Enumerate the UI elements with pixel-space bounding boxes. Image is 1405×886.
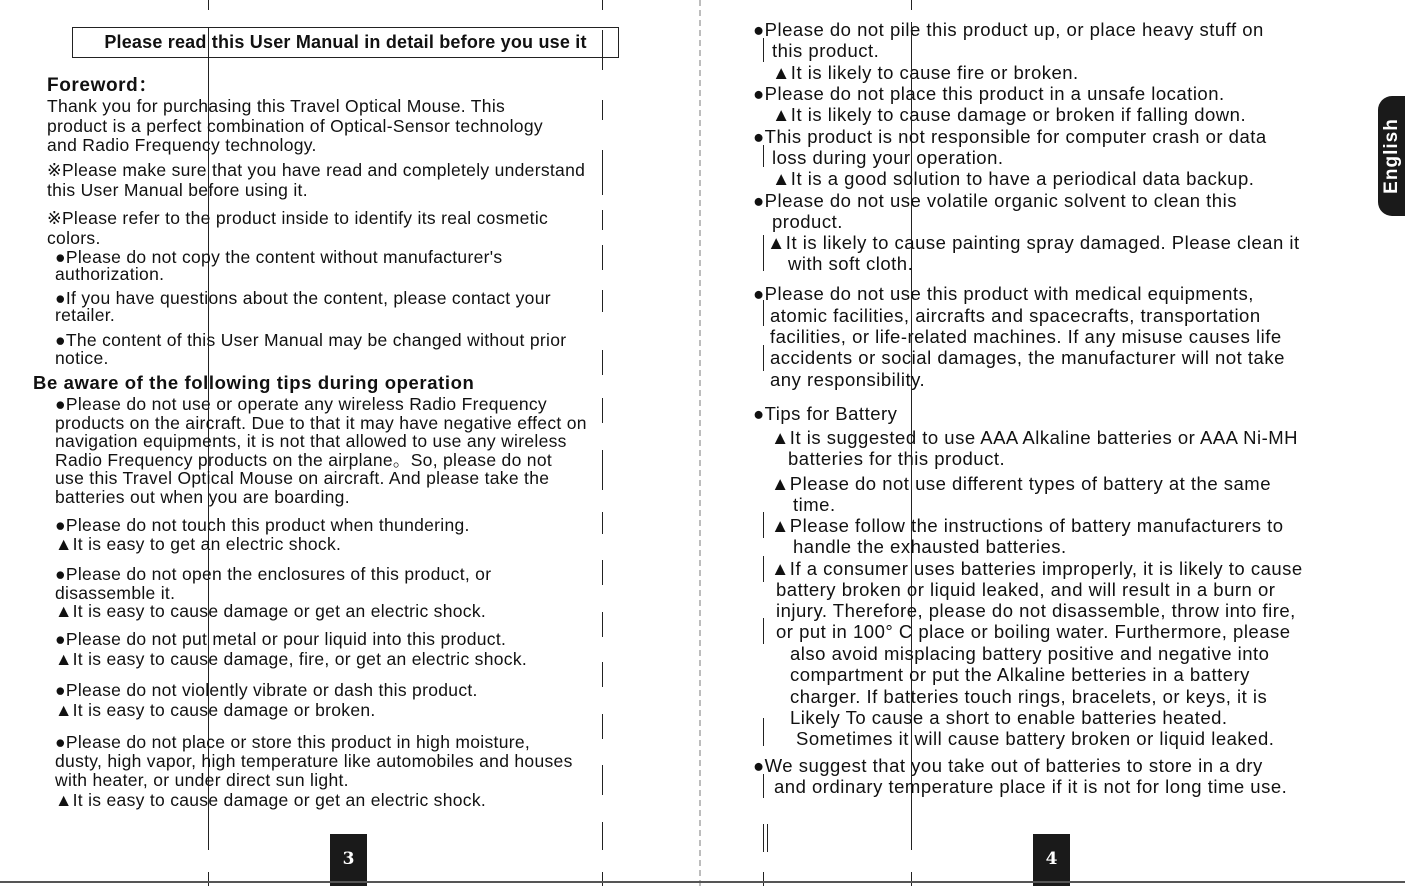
tip-item: ●Please do not violently vibrate or dash this product. ▲It is easy to cause damage or broken. xyxy=(55,680,478,720)
tip-item: ●Please do not open the enclosures of this product, or disassemble it. ▲It is easy to cause damage or get an electric shock. xyxy=(55,564,492,622)
guide-mark xyxy=(602,512,603,534)
bottom-edge-rule xyxy=(0,881,1405,883)
guide-mark xyxy=(602,822,603,850)
guide-mark xyxy=(602,398,603,423)
text-line: ●This product is not responsible for computer crash or data xyxy=(753,126,1267,147)
text-line: battery broken or liquid leaked, and will result in a burn or xyxy=(776,579,1276,600)
text-line: facilities, or life-related machines. If any misuse causes life xyxy=(770,326,1282,347)
guide-mark xyxy=(602,290,603,312)
text-line: ▲It is likely to cause fire or broken. xyxy=(772,62,1079,83)
guide-mark xyxy=(602,210,603,230)
left-page xyxy=(0,0,699,886)
text-line: loss during your operation. xyxy=(772,147,1004,168)
guide-mark xyxy=(602,765,603,795)
text-line: handle the exhausted batteries. xyxy=(793,536,1067,557)
guide-mark xyxy=(602,612,603,637)
guide-mark xyxy=(602,350,603,375)
guide-mark xyxy=(602,662,603,687)
guide-mark xyxy=(763,774,764,798)
guide-mark xyxy=(602,872,603,886)
text-line: injury. Therefore, please do not disassemble, throw into fire, xyxy=(776,600,1296,621)
text-line: batteries for this product. xyxy=(788,448,1006,469)
tip-item: ●Please do not place or store this product in high moisture, dusty, high vapor, high temperature like automobiles and houses with heater, or under direct sun light. ▲It is easy to cause damage or get an electric shock. xyxy=(55,732,573,810)
guide-mark xyxy=(763,824,764,852)
right-page xyxy=(701,0,1405,886)
guide-mark xyxy=(911,872,912,886)
text-line: charger. If batteries touch rings, bracelets, or keys, it is xyxy=(790,686,1268,707)
guide-mark xyxy=(763,145,764,167)
foreword-heading: Foreword： xyxy=(47,75,158,96)
tips-heading: Be aware of the following tips during operation xyxy=(33,372,475,393)
text-line: ●We suggest that you take out of batteries to store in a dry xyxy=(753,755,1263,776)
text-line: any responsibility. xyxy=(770,369,926,390)
note-item: ●Please do not copy the content without manufacturer's authorization. xyxy=(55,247,503,284)
text-line: compartment or put the Alkaline betteries in a battery xyxy=(790,664,1250,685)
guide-mark xyxy=(763,235,764,271)
text-line: atomic facilities, aircrafts and spacecrafts, transportation xyxy=(770,305,1261,326)
text-line: ▲Please follow the instructions of battery manufacturers to xyxy=(771,515,1284,536)
guide-mark xyxy=(763,512,764,538)
text-line: ●Please do not use volatile organic solvent to clean this xyxy=(753,190,1237,211)
language-tab-label: English xyxy=(1380,118,1402,194)
note-item: ※Please refer to the product inside to identify its real cosmetic colors. xyxy=(47,208,549,248)
text-line: time. xyxy=(793,494,836,515)
text-line: ▲It is a good solution to have a periodical data backup. xyxy=(772,168,1255,189)
text-line: accidents or social damages, the manufacturer will not take xyxy=(770,347,1285,368)
text-line: ●Please do not pile this product up, or place heavy stuff on xyxy=(753,19,1264,40)
text-line: Sometimes it will cause battery broken or liquid leaked. xyxy=(796,728,1275,749)
foreword-text: Thank you for purchasing this Travel Optical Mouse. This product is a perfect combination of Optical-Sensor technology and Radio Frequency technology. xyxy=(47,96,543,155)
guide-mark xyxy=(763,38,764,62)
guide-mark xyxy=(763,718,764,746)
text-line: ▲It is suggested to use AAA Alkaline batteries or AAA Ni-MH xyxy=(771,427,1299,448)
guide-mark xyxy=(763,345,764,371)
tip-item: ●Please do not touch this product when thundering. ▲It is easy to get an electric shock. xyxy=(55,515,470,554)
read-manual-notice: Please read this User Manual in detail before you use it xyxy=(72,27,619,58)
text-line: ●Please do not place this product in a unsafe location. xyxy=(753,83,1225,104)
text-line: with soft cloth. xyxy=(788,253,914,274)
text-line: ▲If a consumer uses batteries improperly, it is likely to cause xyxy=(771,558,1303,579)
text-line: this product. xyxy=(772,40,880,61)
guide-mark xyxy=(602,150,603,195)
tip-item: ●Please do not use or operate any wireless Radio Frequency products on the aircraft. Due to that it may have negative effect on navigation equipments, it is not that allowed to use any wireless Radio Frequency products on the airplane。So, please do not use this Travel Optical Mouse on aircraft. And please take the batteries out when you are boarding. xyxy=(55,394,587,507)
guide-mark xyxy=(602,100,603,120)
guide-mark xyxy=(763,556,764,582)
text-line: ●Tips for Battery xyxy=(753,403,898,424)
guide-mark xyxy=(911,0,912,10)
guide-mark xyxy=(208,0,209,10)
text-line: ▲Please do not use different types of battery at the same xyxy=(771,473,1271,494)
text-line: or put in 100° C place or boiling water. Furthermore, please xyxy=(776,621,1291,642)
guide-mark xyxy=(602,560,603,585)
text-line: ▲It is likely to cause painting spray damaged. Please clean it xyxy=(767,232,1300,253)
text-line: product. xyxy=(772,211,843,232)
guide-mark xyxy=(602,0,603,10)
text-line: Likely To cause a short to enable batteries heated. xyxy=(790,707,1228,728)
note-item: ※Please make sure that you have read and completely understand this User Manual before using it. xyxy=(47,160,586,200)
text-line: also avoid misplacing battery positive and negative into xyxy=(790,643,1270,664)
guide-mark xyxy=(767,824,768,852)
guide-mark xyxy=(602,714,603,739)
tip-item: ●Please do not put metal or pour liquid into this product. ▲It is easy to cause damage, fire, or get an electric shock. xyxy=(55,629,528,669)
page-number: 3 xyxy=(330,834,367,886)
guide-mark xyxy=(763,618,764,644)
guide-mark xyxy=(602,245,603,270)
text-line: and ordinary temperature place if it is not for long time use. xyxy=(774,776,1288,797)
guide-mark xyxy=(763,872,764,886)
text-line: ●Please do not use this product with medical equipments, xyxy=(753,283,1254,304)
note-item: ●If you have questions about the content, please contact your retailer. xyxy=(55,288,551,325)
page-number: 4 xyxy=(1033,834,1070,886)
guide-mark xyxy=(602,450,603,490)
language-tab xyxy=(1378,96,1405,216)
note-item: ●The content of this User Manual may be changed without prior notice. xyxy=(55,330,567,368)
guide-mark xyxy=(208,872,209,886)
text-line: ▲It is likely to cause damage or broken if falling down. xyxy=(772,104,1247,125)
